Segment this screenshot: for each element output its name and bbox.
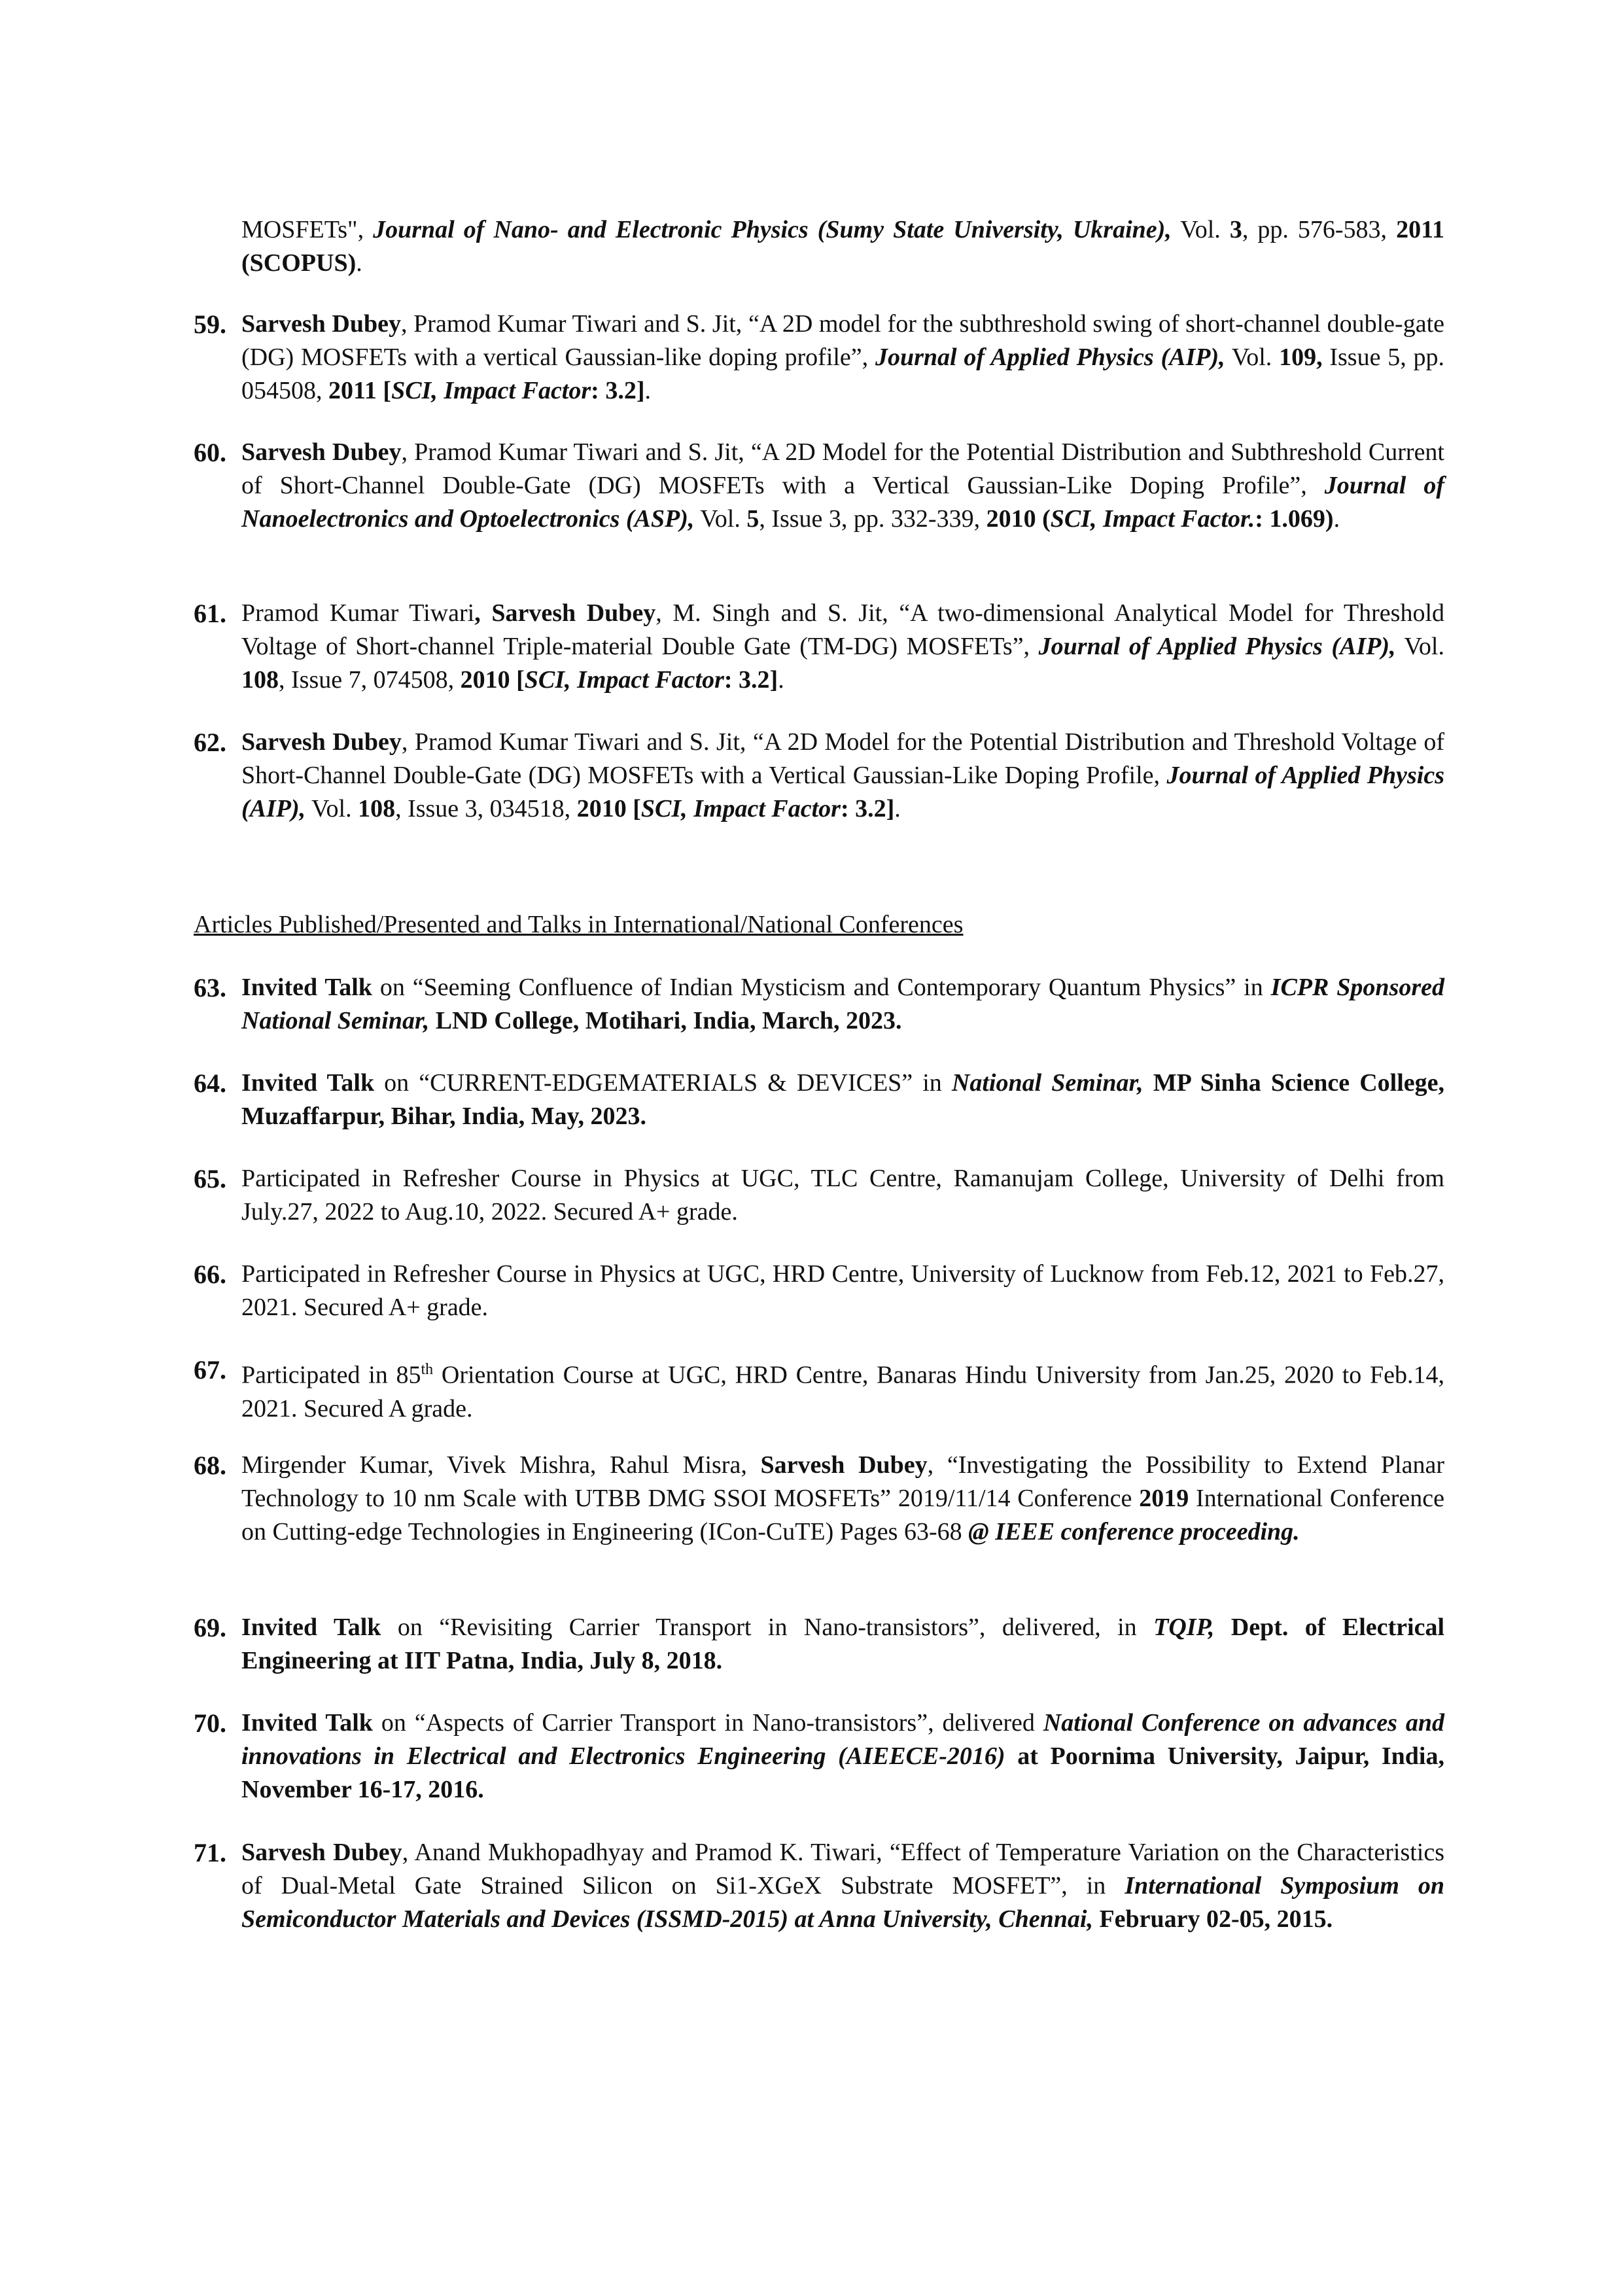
entry-text: , Pramod Kumar Tiwari and S. Jit, “A 2D model for the subthreshold swing of short-channel double-gate (DG) MOSFETs with a vertical Gaussian-like doping profile”, — [241, 310, 1444, 371]
year-index: 2011 (SCOPUS) — [241, 216, 1444, 277]
venue-name: International Symposium on Semiconductor Materials and Devices (ISSMD-2015) at Anna University, Chennai, — [241, 1872, 1444, 1933]
entry-text: , Issue 3, 034518, — [395, 795, 577, 822]
entry-58-continued — [241, 213, 1444, 280]
year: 2010 ( — [986, 505, 1051, 533]
venue-name: TQIP, — [1153, 1614, 1215, 1641]
entry-number: 59. — [194, 309, 226, 339]
entry-number: 69. — [194, 1613, 226, 1642]
entry-text: Mirgender Kumar, Vivek Mishra, Rahul Misra, — [241, 1451, 761, 1479]
publication-entry-62 — [194, 726, 1444, 826]
volume: 5 — [746, 505, 759, 533]
course-entry-67 — [194, 1353, 1444, 1426]
journal-name: Journal of Applied Physics (AIP), — [875, 344, 1225, 371]
venue-name: National Seminar, — [951, 1069, 1143, 1097]
venue-place: Dept. of Electrical Engineering at IIT Patna, India, July 8, 2018. — [241, 1614, 1445, 1674]
year: 2010 [ — [576, 795, 641, 822]
impact-factor: : 3.2] — [591, 377, 645, 404]
entry-text: Vol. — [305, 795, 358, 822]
entry-text: , — [474, 599, 492, 627]
impact-factor: : 3.2] — [724, 666, 778, 694]
volume: 108 — [358, 795, 396, 822]
entry-text: Vol. — [1395, 633, 1444, 660]
venue-name: @ IEEE conference proceeding. — [968, 1518, 1300, 1545]
index-label: SCI, Impact Factor — [391, 377, 591, 404]
author-highlight: Sarvesh Dubey — [491, 599, 656, 627]
entry-text: Orientation Course at UGC, HRD Centre, Banaras Hindu University from Jan.25, 2020 to Feb.14, 2021. Secured A grade. — [241, 1361, 1444, 1422]
impact-factor: : 3.2] — [840, 795, 895, 822]
venue-place: MP Sinha Science College, Muzaffarpur, Bihar, India, May, 2023. — [241, 1069, 1444, 1130]
entry-text: , pp. 576-583, — [1242, 216, 1397, 243]
author-highlight: Sarvesh Dubey — [241, 1839, 402, 1866]
entry-text: Vol. — [1171, 216, 1230, 243]
year: 2019 — [1139, 1485, 1189, 1512]
conference-entry-69 — [194, 1611, 1444, 1678]
entry-text: , Issue 3, pp. 332-339, — [759, 505, 986, 533]
entry-text: , Issue 7, 074508, — [279, 666, 461, 694]
entry-number: 71. — [194, 1838, 226, 1867]
entry-text: on “Aspects of Carrier Transport in Nano-transistors”, delivered — [372, 1709, 1043, 1737]
entry-number: 64. — [194, 1069, 226, 1098]
entry-text: Vol. — [694, 505, 747, 533]
entry-number: 62. — [194, 728, 226, 757]
entry-text: . — [644, 377, 651, 404]
year: 2011 [ — [328, 377, 392, 404]
entry-text: , Pramod Kumar Tiwari and S. Jit, “A 2D Model for the Potential Distribution and Threshold Voltage of Short-Channel Double-Gate (DG) MOSFETs with a Vertical Gaussian-Like Doping Profile, — [241, 728, 1445, 789]
section-heading: Articles Published/Presented and Talks in International/National Conferences — [194, 911, 964, 938]
entry-text: , M. Singh and S. Jit, “A two-dimensional Analytical Model for Threshold Voltage of Short-channel Triple-material Double Gate (TM-DG) MOSFETs”, — [241, 599, 1445, 660]
entry-number: 67. — [194, 1355, 226, 1385]
index-label: SCI, Impact Factor — [640, 795, 841, 822]
entry-number: 61. — [194, 599, 226, 628]
entry-text: on “CURRENT-EDGEMATERIALS & DEVICES” in — [374, 1069, 952, 1097]
conference-entry-70 — [194, 1706, 1444, 1807]
entry-text: Participated in Refresher Course in Physics at UGC, HRD Centre, University of Lucknow from Feb.12, 2021 to Feb.27, 2021. Secured A+ grade. — [241, 1260, 1444, 1321]
talk-label: Invited Talk — [241, 974, 372, 1001]
entry-text: Participated in 85 — [241, 1361, 421, 1389]
entry-text: , “Investigating the Possibility to Extend Planar Technology to 10 nm Scale with UTBB DMG SSOI MOSFETs” 2019/11/14 Conference — [241, 1451, 1444, 1512]
entry-number: 66. — [194, 1260, 226, 1289]
volume: 109, — [1279, 344, 1323, 371]
entry-text: International Conference on Cutting-edge Technologies in Engineering (ICon-CuTE) Pages 63-68 — [241, 1485, 1444, 1545]
conference-entry-63 — [194, 971, 1444, 1038]
index-label: SCI, Impact Factor — [524, 666, 724, 694]
volume: 108 — [241, 666, 279, 694]
entry-text: on “Seeming Confluence of Indian Mysticism and Contemporary Quantum Physics” in — [372, 974, 1271, 1001]
venue-place: at Poornima University, Jaipur, India, November 16-17, 2016. — [241, 1742, 1444, 1803]
journal-name: Journal of Applied Physics (AIP), — [241, 762, 1444, 822]
course-entry-66 — [194, 1258, 1444, 1324]
journal-name: Journal of Nanoelectronics and Optoelectronics (ASP), — [241, 472, 1444, 533]
entry-text: . — [894, 795, 901, 822]
venue-name: National Conference on advances and innovations in Electrical and Electronics Engineering (AIEECE-2016) — [241, 1709, 1445, 1770]
entry-text: , Pramod Kumar Tiwari and S. Jit, “A 2D Model for the Potential Distribution and Subthreshold Current of Short-Channel Double-Gate (DG) MOSFETs with a Vertical Gaussian-Like Doping Profile”, — [241, 438, 1444, 499]
journal-name: Journal of Nano- and Electronic Physics (Sumy State University, Ukraine), — [373, 216, 1172, 243]
talk-label: Invited Talk — [241, 1614, 381, 1641]
author-highlight: Sarvesh Dubey — [241, 438, 402, 466]
entry-text: . — [778, 666, 784, 694]
venue-name: ICPR Sponsored National Seminar, — [241, 974, 1445, 1034]
year: 2010 [ — [460, 666, 525, 694]
publication-entry-59 — [194, 308, 1444, 408]
entry-number: 70. — [194, 1708, 226, 1738]
course-entry-65 — [194, 1162, 1444, 1229]
entry-text: Participated in Refresher Course in Physics at UGC, TLC Centre, Ramanujam College, University of Delhi from July.27, 2022 to Aug.10, 2022. Secured A+ grade. — [241, 1165, 1444, 1226]
journal-name: Journal of Applied Physics (AIP), — [1038, 633, 1396, 660]
conference-entry-68 — [194, 1449, 1444, 1549]
venue-place: LND College, Motihari, India, March, 2023. — [429, 1007, 902, 1034]
entry-text: Vol. — [1225, 344, 1280, 371]
entry-text: MOSFETs", — [241, 216, 374, 243]
entry-text: . — [1333, 505, 1340, 533]
entry-text: Pramod Kumar Tiwari — [241, 599, 475, 627]
author-highlight: Sarvesh Dubey — [241, 310, 402, 338]
volume: 3 — [1229, 216, 1242, 243]
impact-factor: : 1.069) — [1255, 505, 1334, 533]
entry-text: , Anand Mukhopadhyay and Pramod K. Tiwari, “Effect of Temperature Variation on the Characteristics of Dual-Metal Gate Strained Silicon on Si1-XGeX Substrate MOSFET”, in — [241, 1839, 1444, 1899]
entry-text: . — [356, 249, 362, 277]
talk-label: Invited Talk — [241, 1069, 375, 1097]
publication-entry-61 — [194, 597, 1444, 697]
entry-number: 60. — [194, 438, 226, 467]
entry-text: on “Revisiting Carrier Transport in Nano-transistors”, delivered, in — [381, 1614, 1154, 1641]
conference-entry-71 — [194, 1836, 1444, 1936]
conference-entry-64 — [194, 1067, 1444, 1133]
talk-label: Invited Talk — [241, 1709, 373, 1737]
venue-place: February 02-05, 2015. — [1092, 1905, 1333, 1933]
entry-text: Issue 5, pp. 054508, — [241, 344, 1444, 404]
index-label: SCI, Impact Factor. — [1050, 505, 1255, 533]
entry-number: 68. — [194, 1451, 226, 1480]
entry-number: 65. — [194, 1164, 226, 1193]
author-highlight: Sarvesh Dubey — [760, 1451, 928, 1479]
publication-entry-60 — [194, 436, 1444, 536]
ordinal-suffix: th — [421, 1361, 434, 1378]
entry-number: 63. — [194, 973, 226, 1002]
author-highlight: Sarvesh Dubey — [241, 728, 402, 756]
